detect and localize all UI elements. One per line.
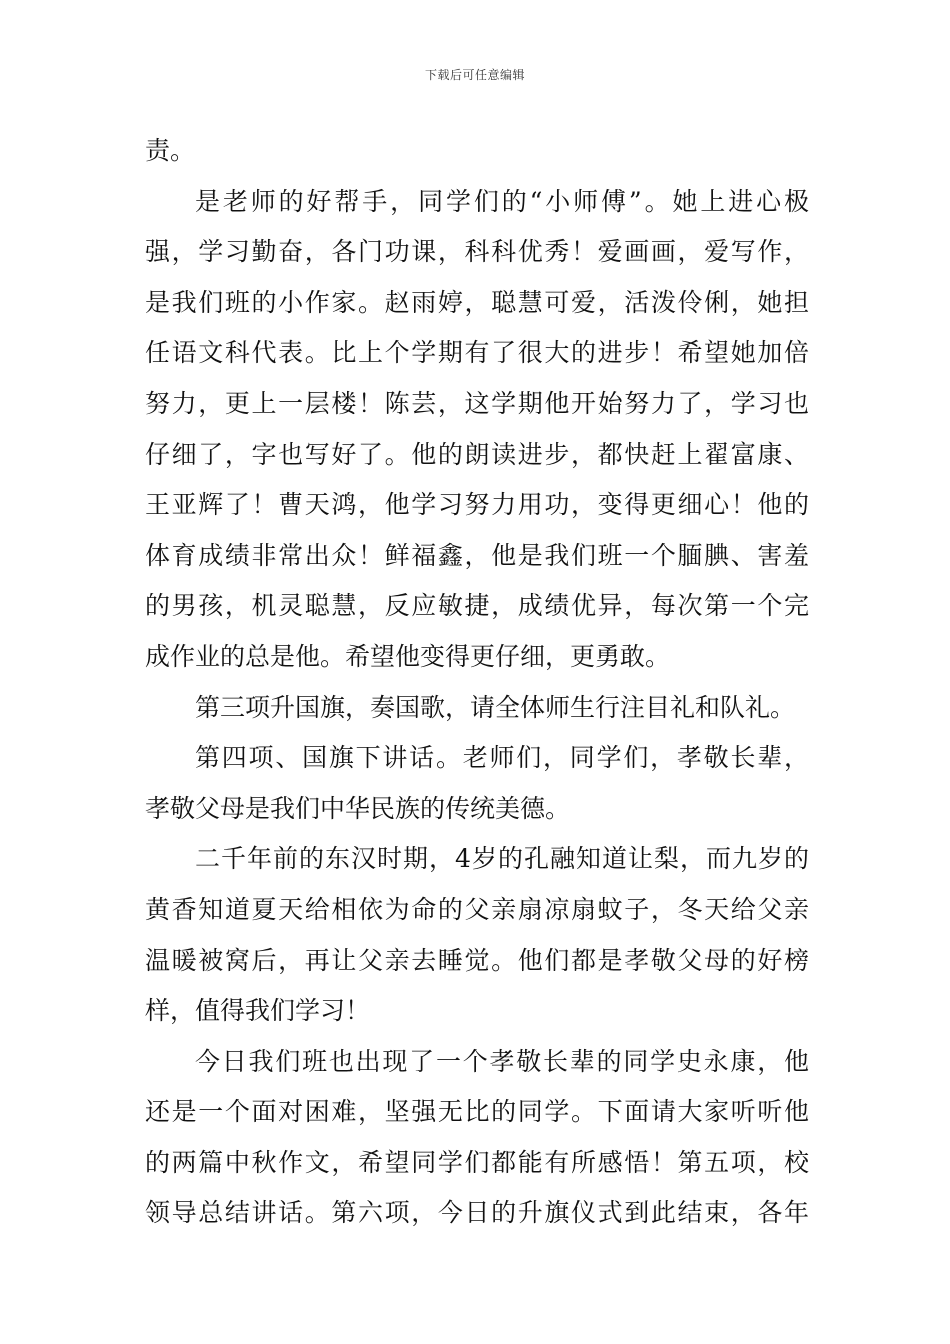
text-line: 黄香知道夏天给相依为命的父亲扇凉扇蚊子，冬天给父亲: [145, 894, 809, 924]
text-line: 领导总结讲话。第六项，今日的升旗仪式到此结束，各年: [145, 1198, 809, 1228]
text-line: 成作业的总是他。希望他变得更仔细，更勇敢。: [145, 641, 671, 671]
text-line: 王亚辉了！曹天鸿，他学习努力用功，变得更细心！他的: [145, 490, 809, 520]
paragraph-start-line: 是老师的好帮手，同学们的“小师傅”。她上进心极: [195, 186, 809, 216]
page-header: 下载后可任意编辑: [424, 68, 525, 82]
text-line: 样，值得我们学习！: [145, 996, 371, 1026]
text-line: 温暖被窝后，再让父亲去睡觉。他们都是孝敬父母的好榜: [145, 945, 809, 975]
text-line: 责。: [145, 136, 196, 165]
text-line: 的男孩，机灵聪慧，反应敏捷，成绩优异，每次第一个完: [145, 591, 809, 621]
text-line: 强，学习勤奋，各门功课，科科优秀！爱画画，爱写作，: [145, 237, 809, 267]
paragraph-start-line: 第四项、国旗下讲话。老师们，同学们，孝敬长辈，: [195, 743, 809, 773]
text-line: 体育成绩非常出众！鲜福鑫，他是我们班一个腼腆、害羞: [145, 540, 809, 570]
text-line: 的两篇中秋作文，希望同学们都能有所感悟！第五项，校: [145, 1147, 809, 1177]
text-line: 孝敬父母是我们中华民族的传统美德。: [145, 793, 571, 823]
text-line: 还是一个面对困难，坚强无比的同学。下面请大家听听他: [145, 1097, 809, 1127]
document-body: [145, 126, 809, 1239]
text-line: 仔细了，字也写好了。他的朗读进步，都快赶上翟富康、: [145, 439, 809, 469]
text-line: 努力，更上一层楼！陈芸，这学期他开始努力了，学习也: [145, 388, 809, 418]
text-line: 是我们班的小作家。赵雨婷，聪慧可爱，活泼伶俐，她担: [145, 287, 809, 317]
text-line: 任语文科代表。比上个学期有了很大的进步！希望她加倍: [145, 338, 809, 368]
paragraph-start-line: 第三项升国旗，奏国歌，请全体师生行注目礼和队礼。: [195, 692, 796, 722]
paragraph-start-line: 二千年前的东汉时期，4岁的孔融知道让梨，而九岁的: [195, 844, 809, 874]
paragraph-start-line: 今日我们班也出现了一个孝敬长辈的同学史永康，他: [195, 1046, 809, 1076]
